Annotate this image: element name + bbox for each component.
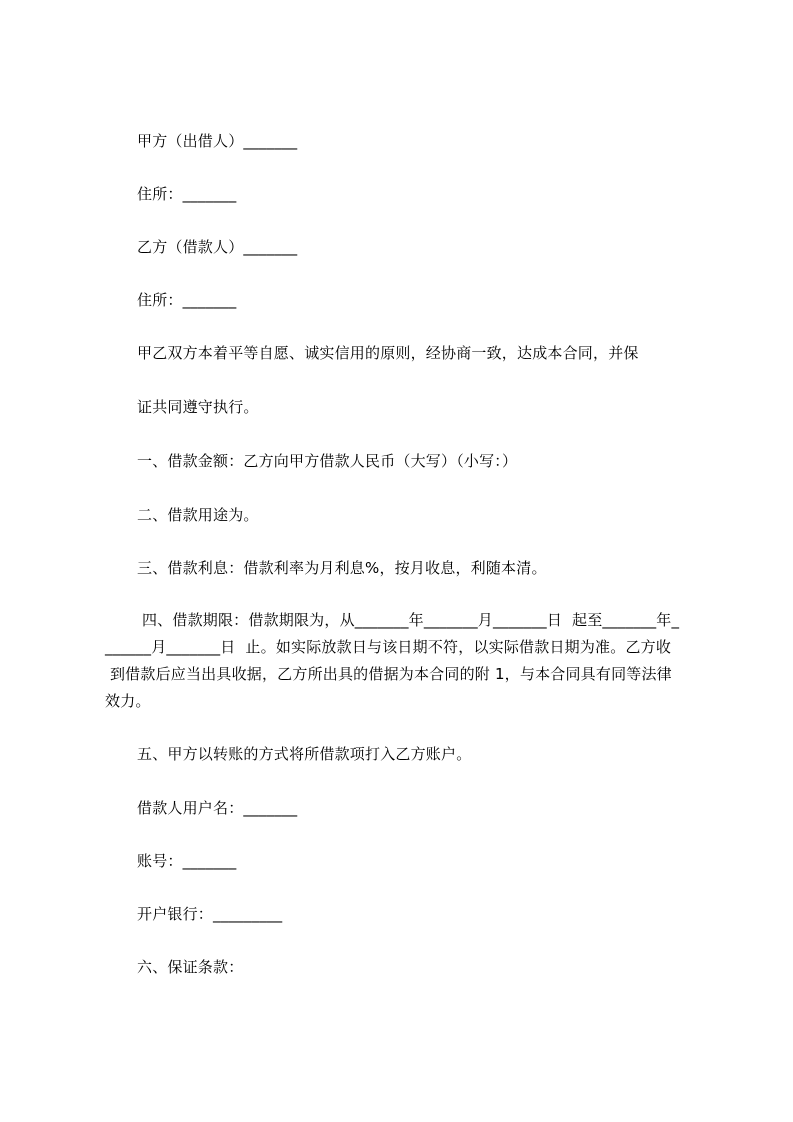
borrower-address-line: 住所：_______	[137, 291, 237, 309]
clause-4-line-4: 效力。	[105, 692, 151, 710]
clause-2-purpose: 二、借款用途为。	[137, 506, 259, 524]
clause-5-transfer: 五、甲方以转账的方式将所借款项打入乙方账户。	[137, 745, 472, 763]
intro-line-2: 证共同遵守执行。	[137, 398, 259, 416]
clause-3-interest: 三、借款利息：借款利率为月利息%，按月收息，利随本清。	[137, 559, 547, 577]
borrower-line: 乙方（借款人）_______	[137, 238, 298, 256]
bank-line: 开户银行：_________	[137, 905, 283, 923]
clause-4-line-3: 到借款后应当出具收据，乙方所出具的借据为本合同的附 1，与本合同具有同等法律	[105, 665, 672, 683]
lender-line: 甲方（出借人）_______	[137, 132, 298, 150]
lender-address-line: 住所：_______	[137, 185, 237, 203]
account-name-line: 借款人用户名：_______	[137, 799, 298, 817]
clause-1-amount: 一、借款金额：乙方向甲方借款人民币（大写）（小写：）	[137, 452, 518, 470]
clause-6-guarantee: 六、保证条款：	[137, 958, 244, 976]
account-number-line: 账号：_______	[137, 852, 237, 870]
clause-4-line-1: 四、借款期限：借款期限为，从_______年_______月_______日 起至_______年_	[137, 611, 680, 629]
intro-line-1: 甲乙双方本着平等自愿、诚实信用的原则，经协商一致，达成本合同，并保	[137, 344, 639, 362]
clause-4-line-2: ______月_______日 止。如实际放款日与该日期不符，以实际借款日期为准。乙方收	[105, 638, 672, 656]
